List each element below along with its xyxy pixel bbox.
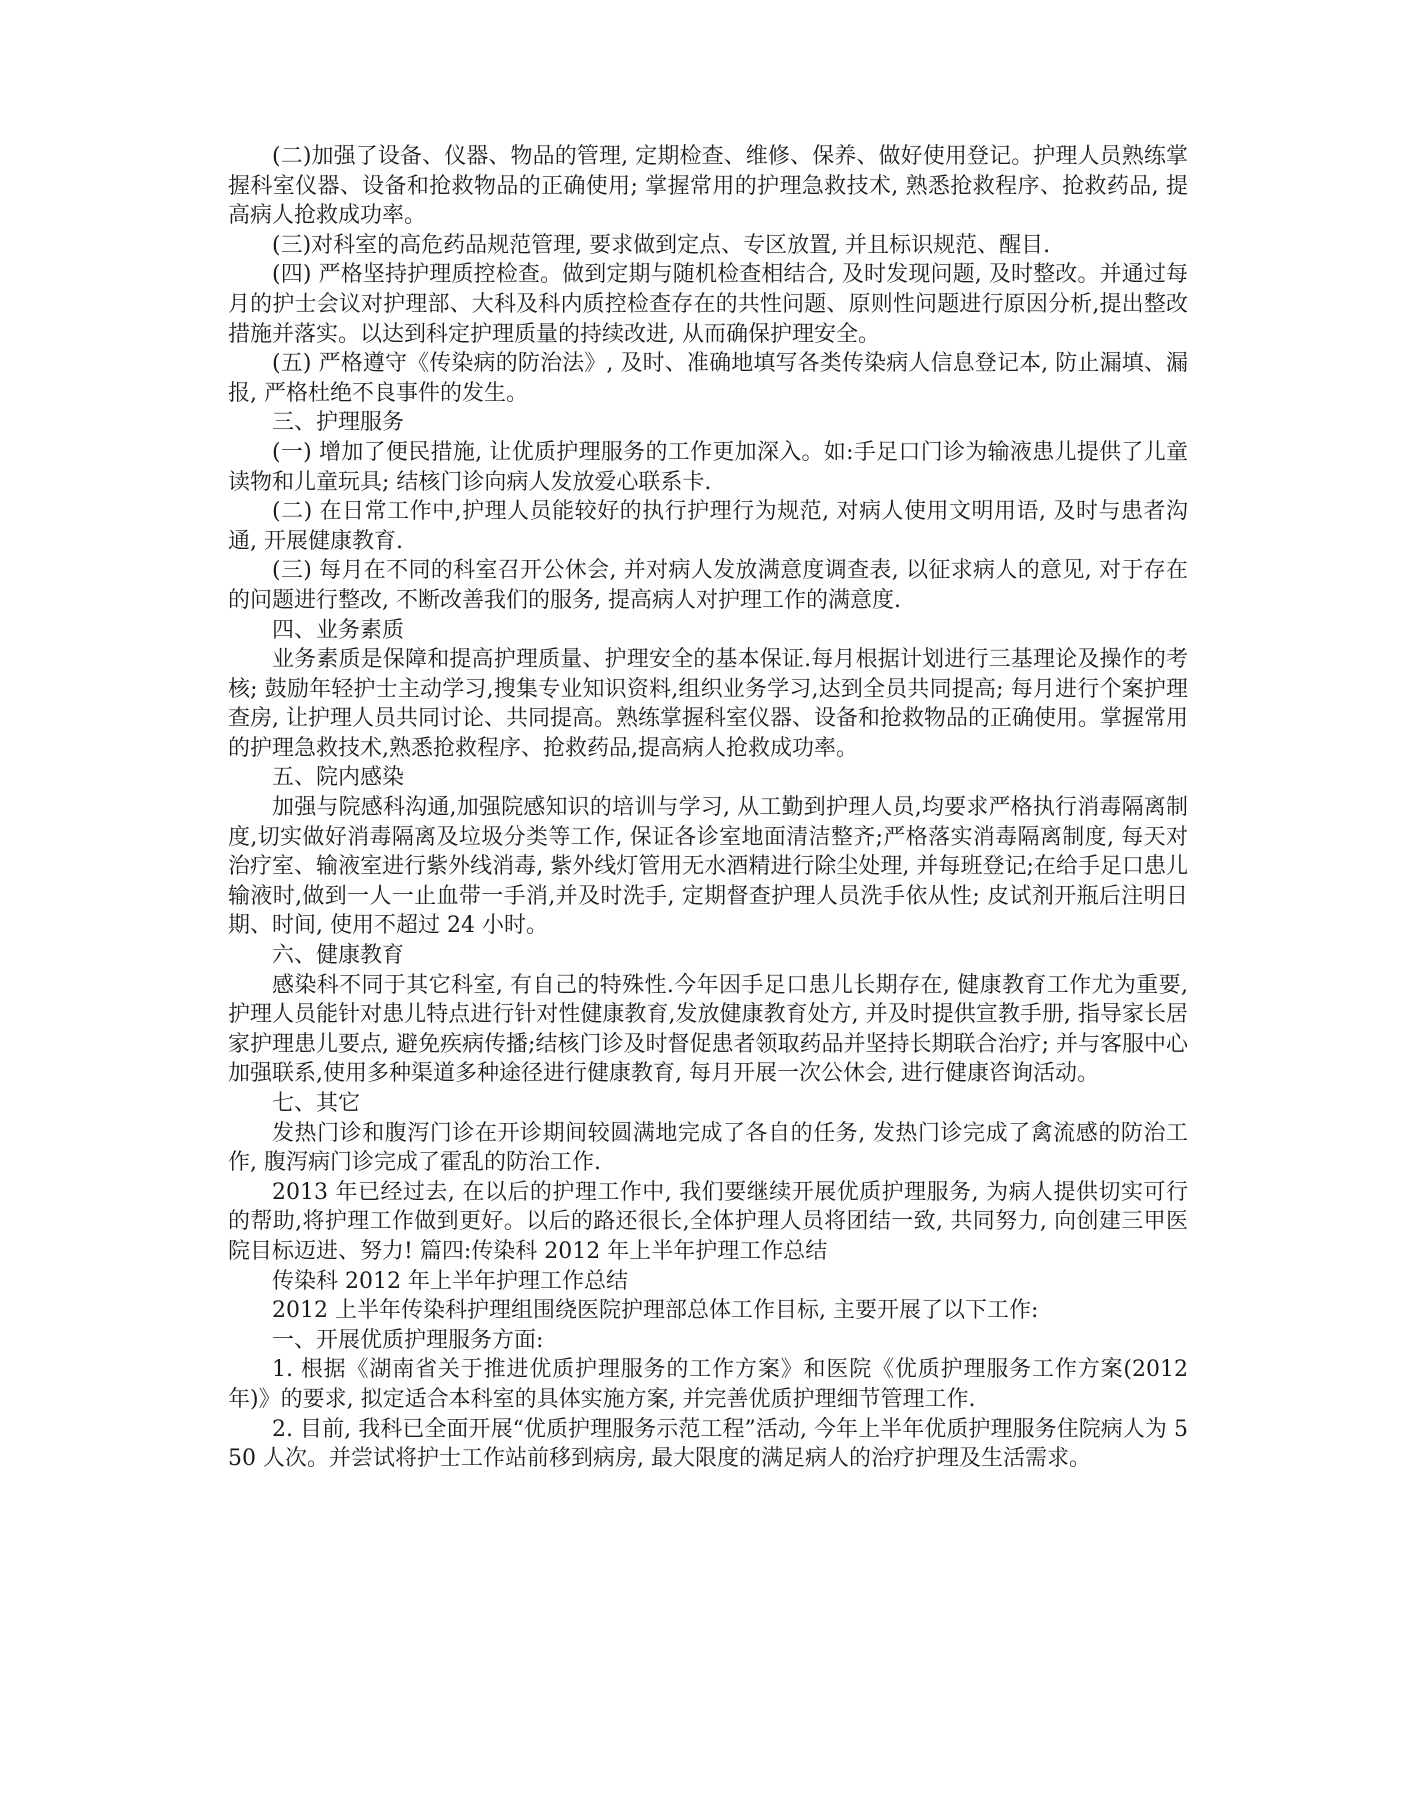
- section-heading-quality-service: 一、开展优质护理服务方面:: [272, 1327, 544, 1353]
- paragraph-professional-quality: 业务素质是保障和提高护理质量、护理安全的基本保证.每月根据计划进行三基理论及操作的考核; 鼓励年轻护士主动学习,搜集专业知识资料,组织业务学习,达到全员共同提高; 每月进行个案护理查房, 让护理人员共同讨论、共同提高。熟练掌握科室仪器、设备和抢救物品的正确使用。掌握常用的护理急救技术,熟悉抢救程序、抢救药品,提高病人抢救成功率。: [228, 647, 1188, 761]
- paragraph-year-summary: 2013 年已经过去, 在以后的护理工作中, 我们要继续开展优质护理服务, 为病人提供切实可行的帮助,将护理工作做到更好。以后的路还很长,全体护理人员将团结一致, 共同努力, 向创建三甲医院目标迈进、努力! 篇四:传染科 2012 年上半年护理工作总结: [228, 1179, 1188, 1264]
- paragraph-infectious-disease-law: (五) 严格遵守《传染病的防治法》, 及时、准确地填写各类传染病人信息登记本, 防止漏填、漏报, 严格杜绝不良事件的发生。: [228, 351, 1188, 406]
- paragraph-plan-item-2: 2. 目前, 我科已全面开展“优质护理服务示范工程”活动, 今年上半年优质护理服务住院病人为 550 人次。并尝试将护士工作站前移到病房, 最大限度的满足病人的治疗护理及生活需求。: [228, 1416, 1188, 1472]
- document-subtitle: 传染科 2012 年上半年护理工作总结: [272, 1268, 628, 1294]
- paragraph-convenience-measures: (一) 增加了便民措施, 让优质护理服务的工作更加深入。如:手足口门诊为输液患儿提供了儿童读物和儿童玩具; 结核门诊向病人发放爱心联系卡.: [228, 439, 1188, 495]
- paragraph-equipment-management: (二)加强了设备、仪器、物品的管理, 定期检查、维修、保养、做好使用登记。护理人员熟练掌握科室仪器、设备和抢救物品的正确使用; 掌握常用的护理急救技术, 熟悉抢救程序、抢救药品, 提高病人抢救成功率。: [228, 144, 1188, 229]
- paragraph-daily-work: (二) 在日常工作中,护理人员能较好的执行护理行为规范, 对病人使用文明用语, 及时与患者沟通, 开展健康教育.: [228, 499, 1188, 554]
- paragraph-high-risk-drugs: (三)对科室的高危药品规范管理, 要求做到定点、专区放置, 并且标识规范、醒目.: [272, 232, 1051, 258]
- section-heading-health-education: 六、健康教育: [272, 943, 405, 969]
- section-heading-infection-control: 五、院内感染: [272, 765, 405, 791]
- paragraph-health-education: 感染科不同于其它科室, 有自己的特殊性.今年因手足口患儿长期存在, 健康教育工作尤为重要, 护理人员能针对患儿特点进行针对性健康教育,发放健康教育处方, 并及时提供宣教手册, 指导家长居家护理患儿要点, 避免疾病传播;结核门诊及时督促患者领取药品并坚持长期联合治疗; 并与客服中心加强联系,使用多种渠道多种途径进行健康教育, 每月开展一次公休会, 进行健康咨询活动。: [228, 972, 1188, 1087]
- paragraph-patient-meetings: (三) 每月在不同的科室召开公休会, 并对病人发放满意度调查表, 以征求病人的意见, 对于存在的问题进行整改, 不断改善我们的服务, 提高病人对护理工作的满意度.: [228, 558, 1188, 613]
- paragraph-fever-clinic: 发热门诊和腹泻门诊在开诊期间较圆满地完成了各自的任务, 发热门诊完成了禽流感的防治工作, 腹泻病门诊完成了霍乱的防治工作.: [228, 1120, 1188, 1176]
- section-heading-nursing-service: 三、护理服务: [272, 410, 405, 436]
- paragraph-plan-item-1: 1. 根据《湖南省关于推进优质护理服务的工作方案》和医院《优质护理服务工作方案(2012 年)》的要求, 拟定适合本科室的具体实施方案, 并完善优质护理细节管理工作.: [228, 1357, 1188, 1412]
- section-heading-professional-quality: 四、业务素质: [272, 617, 405, 643]
- paragraph-infection-control: 加强与院感科沟通,加强院感知识的培训与学习, 从工勤到护理人员,均要求严格执行消毒隔离制度,切实做好消毒隔离及垃圾分类等工作, 保证各诊室地面清洁整齐;严格落实消毒隔离制度, 每天对治疗室、输液室进行紫外线消毒, 紫外线灯管用无水酒精进行除尘处理, 并每班登记;在给手足口患儿输液时,做到一人一止血带一手消,并及时洗手, 定期督查护理人员洗手依从性; 皮试剂开瓶后注明日期、时间, 使用不超过 24 小时。: [228, 795, 1188, 939]
- paragraph-quality-control: (四) 严格坚持护理质控检查。做到定期与随机检查相结合, 及时发现问题, 及时整改。并通过每月的护士会议对护理部、大科及科内质控检查存在的共性问题、原则性问题进行原因分析,提出整改措施并落实。以达到科定护理质量的持续改进, 从而确保护理安全。: [228, 262, 1188, 347]
- paragraph-half-year-intro: 2012 上半年传染科护理组围绕医院护理部总体工作目标, 主要开展了以下工作:: [272, 1298, 1039, 1324]
- document-body: [228, 142, 1188, 1474]
- section-heading-other: 七、其它: [272, 1091, 361, 1116]
